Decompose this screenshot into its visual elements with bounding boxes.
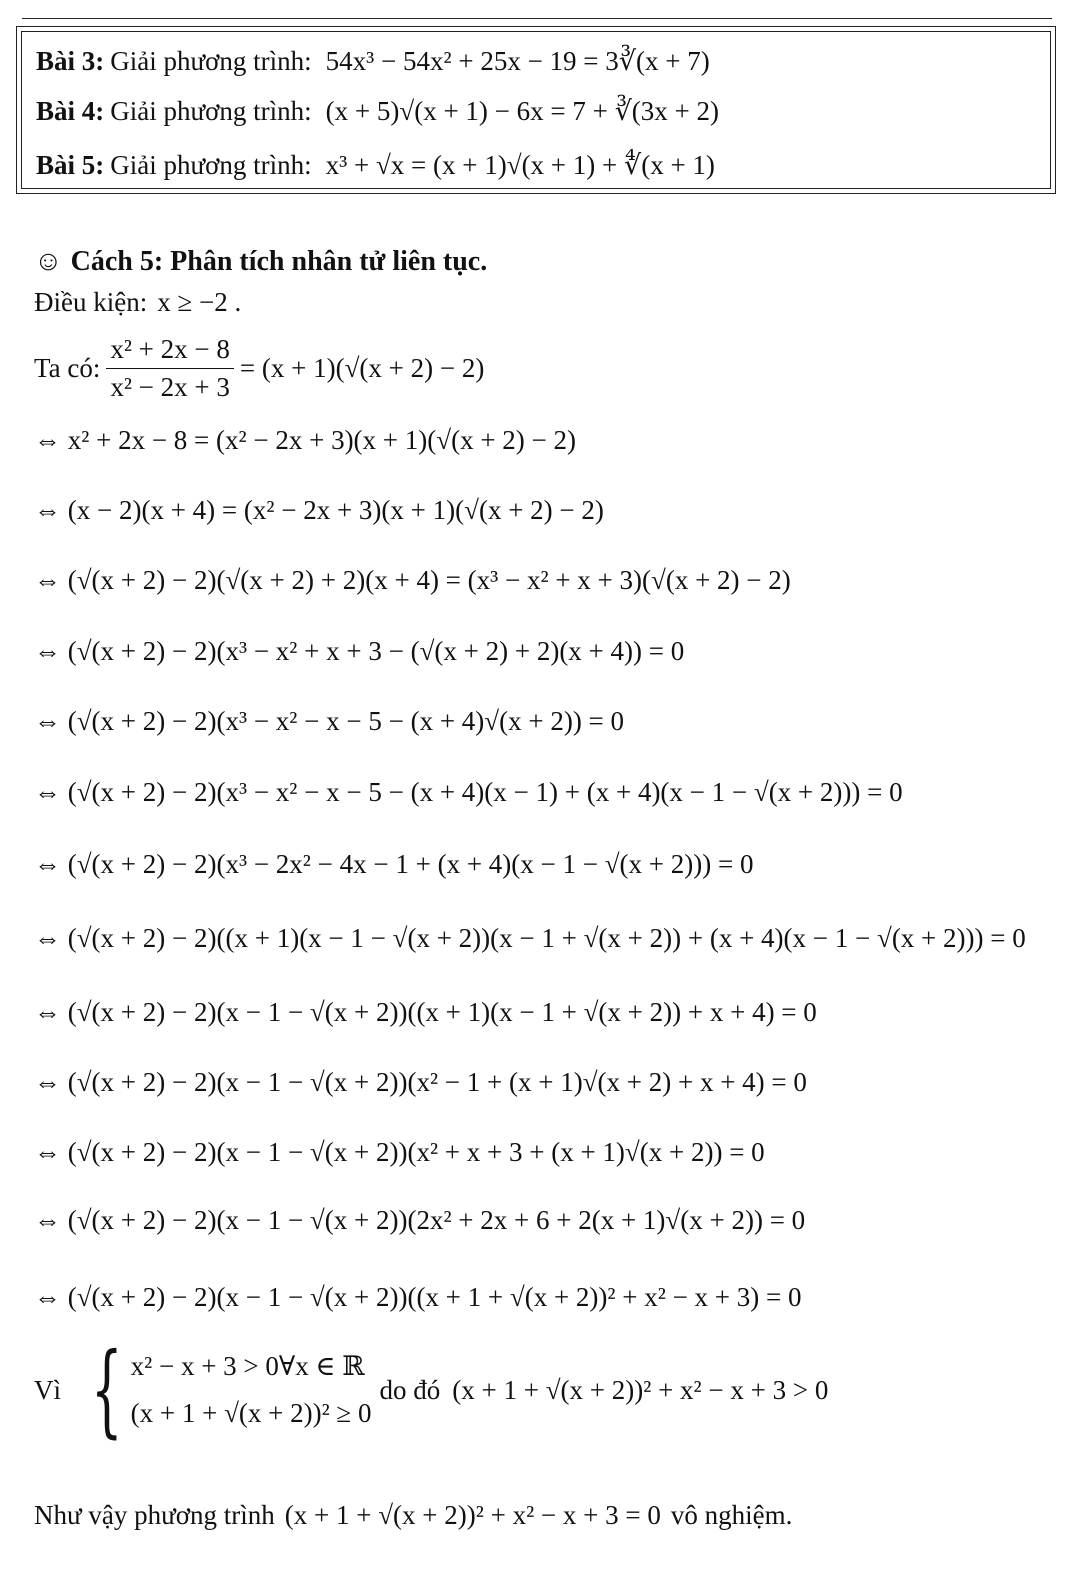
step-1 — [34, 425, 576, 456]
step-expr: ⇔ (√(x + 2) − 2)(x³ − 2x² − 4x − 1 + (x + 4)(x − 1 − √(x + 2))) = 0 — [34, 849, 754, 879]
condition-expr: x ≥ −2 . — [157, 287, 242, 317]
because-connector: do đó — [379, 1374, 441, 1405]
step-expr: ⇔ (√(x + 2) − 2)(x³ − x² + x + 3 − (√(x + 2) + 2)(x + 4)) = 0 — [34, 636, 685, 666]
exercise-5 — [36, 150, 715, 181]
step-expr: ⇔ (√(x + 2) − 2)((x + 1)(x − 1 − √(x + 2))(x − 1 + √(x + 2)) + (x + 4)(x − 1 − √(x + 2))) = 0 — [34, 923, 1026, 953]
smiley-icon: ☺ — [34, 246, 63, 277]
condition-line — [34, 287, 241, 318]
step-expr: ⇔ x² + 2x − 8 = (x² − 2x + 3)(x + 1)(√(x + 2) − 2) — [34, 425, 577, 455]
step-11 — [34, 1137, 765, 1168]
step-expr: ⇔ (√(x + 2) − 2)(x − 1 − √(x + 2))(x² − 1 + (x + 1)√(x + 2) + x + 4) = 0 — [34, 1067, 807, 1097]
fraction-denominator: x² − 2x + 3 — [110, 372, 230, 402]
step-expr: ⇔ (√(x + 2) − 2)(x − 1 − √(x + 2))((x + 1 + √(x + 2))² + x² − x + 3) = 0 — [34, 1282, 802, 1312]
system-of-conditions — [75, 1331, 372, 1448]
step-expr: ⇔ (√(x + 2) − 2)(x − 1 − √(x + 2))(2x² + 2x + 6 + 2(x + 1)√(x + 2)) = 0 — [34, 1205, 806, 1235]
step-5 — [34, 706, 624, 737]
intro-fraction — [106, 334, 234, 403]
exercise-label: Bài 3: — [36, 46, 105, 76]
step-3 — [34, 565, 791, 596]
exercise-equation: (x + 5)√(x + 1) − 6x = 7 + ∛(3x + 2) — [325, 96, 720, 126]
because-line — [34, 1331, 829, 1448]
exercise-box-inner — [21, 31, 1051, 189]
step-13 — [34, 1282, 802, 1313]
step-4 — [34, 636, 684, 667]
conclusion-suffix: vô nghiệm. — [670, 1500, 793, 1530]
exercise-4 — [36, 96, 719, 127]
fraction-numerator: x² + 2x − 8 — [106, 334, 234, 369]
step-6 — [34, 777, 903, 808]
system-row-2: (x + 1 + √(x + 2))² ≥ 0 — [130, 1398, 372, 1428]
step-expr: ⇔ (√(x + 2) − 2)(x³ − x² − x − 5 − (x + 4)√(x + 2)) = 0 — [34, 706, 625, 736]
system-row-1: x² − x + 3 > 0∀x ∈ ℝ — [130, 1351, 365, 1381]
exercise-equation: 54x³ − 54x² + 25x − 19 = 3∛(x + 7) — [325, 46, 710, 76]
step-expr: ⇔ (√(x + 2) − 2)(x³ − x² − x − 5 − (x + 4)(x − 1) + (x + 4)(x − 1 − √(x + 2))) = 0 — [34, 777, 903, 807]
top-rule — [22, 18, 1052, 19]
exercise-label: Bài 4: — [36, 96, 105, 126]
conclusion-expr: (x + 1 + √(x + 2))² + x² − x + 3 = 0 — [284, 1500, 661, 1530]
condition-label: Điều kiện: — [34, 287, 148, 317]
conclusion-line — [34, 1500, 792, 1531]
intro-rhs: = (x + 1)(√(x + 2) − 2) — [239, 353, 485, 383]
conclusion-prefix: Như vậy phương trình — [34, 1500, 275, 1530]
step-expr: ⇔ (√(x + 2) − 2)(√(x + 2) + 2)(x + 4) = (x³ − x² + x + 3)(√(x + 2) − 2) — [34, 565, 791, 595]
because-result: (x + 1 + √(x + 2))² + x² − x + 3 > 0 — [452, 1374, 829, 1405]
section-title-text: Cách 5: Phân tích nhân tử liên tục. — [70, 246, 488, 277]
left-brace-icon: { — [90, 1331, 123, 1448]
exercise-3 — [36, 46, 710, 77]
intro-label: Ta có: — [34, 353, 101, 383]
exercise-text: Giải phương trình: — [110, 150, 312, 180]
exercise-equation: x³ + √x = (x + 1)√(x + 1) + ∜(x + 1) — [325, 150, 715, 180]
step-7 — [34, 849, 753, 880]
exercise-text: Giải phương trình: — [110, 46, 312, 76]
step-2 — [34, 495, 604, 526]
step-expr: ⇔ (√(x + 2) − 2)(x − 1 − √(x + 2))(x² + x + 3 + (x + 1)√(x + 2)) = 0 — [34, 1137, 765, 1167]
exercise-label: Bài 5: — [36, 150, 105, 180]
step-12 — [34, 1205, 805, 1236]
section-title — [34, 246, 487, 278]
exercise-box — [16, 26, 1056, 194]
because-label: Vì — [34, 1374, 61, 1405]
step-expr: ⇔ (x − 2)(x + 4) = (x² − 2x + 3)(x + 1)(√(x + 2) − 2) — [34, 495, 604, 525]
intro-line — [34, 334, 484, 403]
step-8 — [34, 923, 1026, 954]
step-10 — [34, 1067, 807, 1098]
exercise-text: Giải phương trình: — [110, 96, 312, 126]
step-9 — [34, 997, 817, 1028]
system-rows — [131, 1351, 372, 1429]
step-expr: ⇔ (√(x + 2) − 2)(x − 1 − √(x + 2))((x + 1)(x − 1 + √(x + 2)) + x + 4) = 0 — [34, 997, 817, 1027]
